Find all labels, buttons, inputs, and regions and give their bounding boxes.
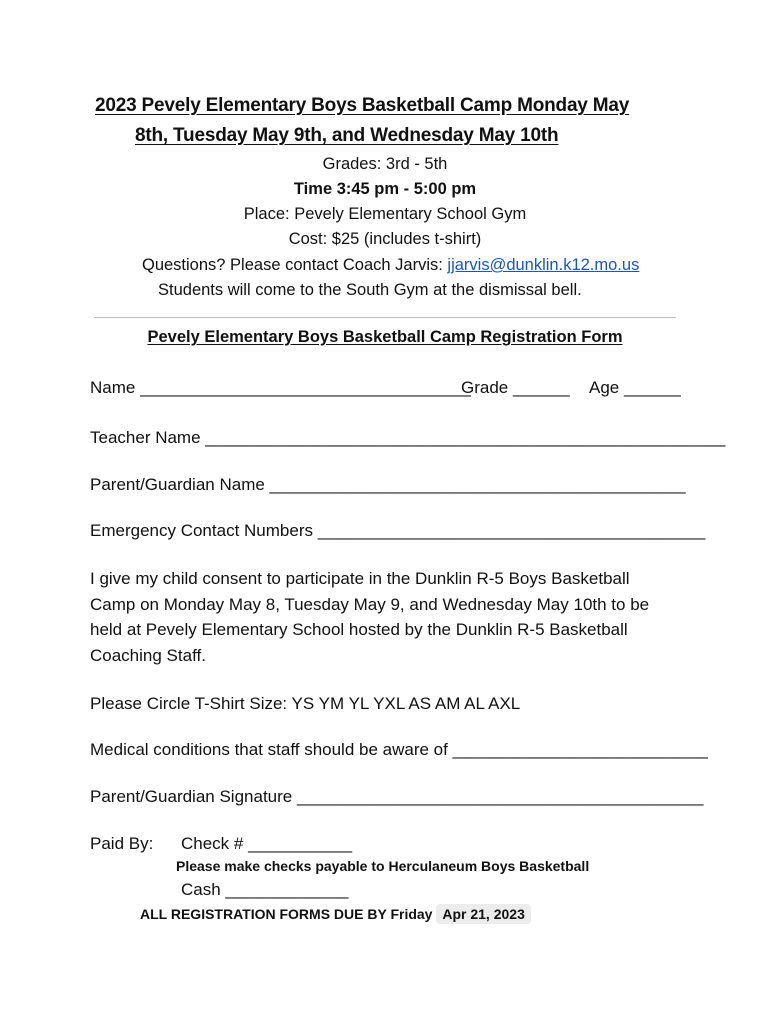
age-field[interactable]: Age ______: [589, 378, 681, 397]
cash-field[interactable]: Cash _____________: [181, 880, 349, 899]
divider: [94, 317, 676, 318]
grades-text: Grades: 3rd - 5th: [322, 155, 448, 173]
time-text: Time 3:45 pm - 5:00 pm: [293, 180, 477, 198]
paid-by-label: Paid By:: [90, 834, 154, 853]
consent-line: I give my child consent to participate in the Dunklin R-5 Boys Basketball: [90, 569, 630, 588]
arrival-text: Students will come to the South Gym at the dismissal bell.: [158, 281, 582, 299]
title-line-1: 2023 Pevely Elementary Boys Basketball Camp Monday May: [95, 95, 630, 116]
questions-line: [142, 256, 639, 275]
title-line-2: 8th, Tuesday May 9th, and Wednesday May 10th: [135, 125, 559, 146]
consent-line: Camp on Monday May 8, Tuesday May 9, and Wednesday May 10th to be: [90, 594, 650, 614]
medical-conditions-field[interactable]: Medical conditions that staff should be aware of ___________________________: [90, 740, 708, 759]
due-line: [140, 906, 531, 922]
tshirt-size-line[interactable]: Please Circle T-Shirt Size: YS YM YL YXL AS AM AL AXL: [90, 694, 521, 713]
email-link[interactable]: jjarvis@dunklin.k12.mo.us: [447, 256, 640, 274]
signature-field[interactable]: Parent/Guardian Signature ___________________________________________: [90, 787, 704, 806]
emergency-contact-field[interactable]: Emergency Contact Numbers _________________________________________: [90, 521, 706, 540]
form-title: Pevely Elementary Boys Basketball Camp Registration Form: [147, 328, 623, 346]
consent-line: Coaching Staff.: [90, 645, 206, 665]
parent-name-field[interactable]: Parent/Guardian Name ____________________________________________: [90, 475, 686, 494]
place-text: Place: Pevely Elementary School Gym: [243, 205, 527, 223]
cost-text: Cost: $25 (includes t-shirt): [288, 230, 482, 248]
consent-line: held at Pevely Elementary School hosted by the Dunklin R-5 Basketball: [90, 620, 628, 639]
due-date: Apr 21, 2023: [436, 904, 531, 924]
teacher-name-field[interactable]: Teacher Name _______________________________________________________: [90, 428, 726, 447]
name-field[interactable]: Name ___________________________________: [90, 378, 471, 397]
payable-note: Please make checks payable to Herculaneum Boys Basketball: [176, 858, 590, 874]
questions-prefix: Questions? Please contact Coach Jarvis:: [142, 256, 448, 274]
grade-field[interactable]: Grade ______: [461, 378, 570, 397]
check-number-field[interactable]: Check # ___________: [181, 834, 353, 853]
due-text: ALL REGISTRATION FORMS DUE BY Friday: [140, 906, 433, 922]
consent-paragraph: [90, 566, 690, 668]
